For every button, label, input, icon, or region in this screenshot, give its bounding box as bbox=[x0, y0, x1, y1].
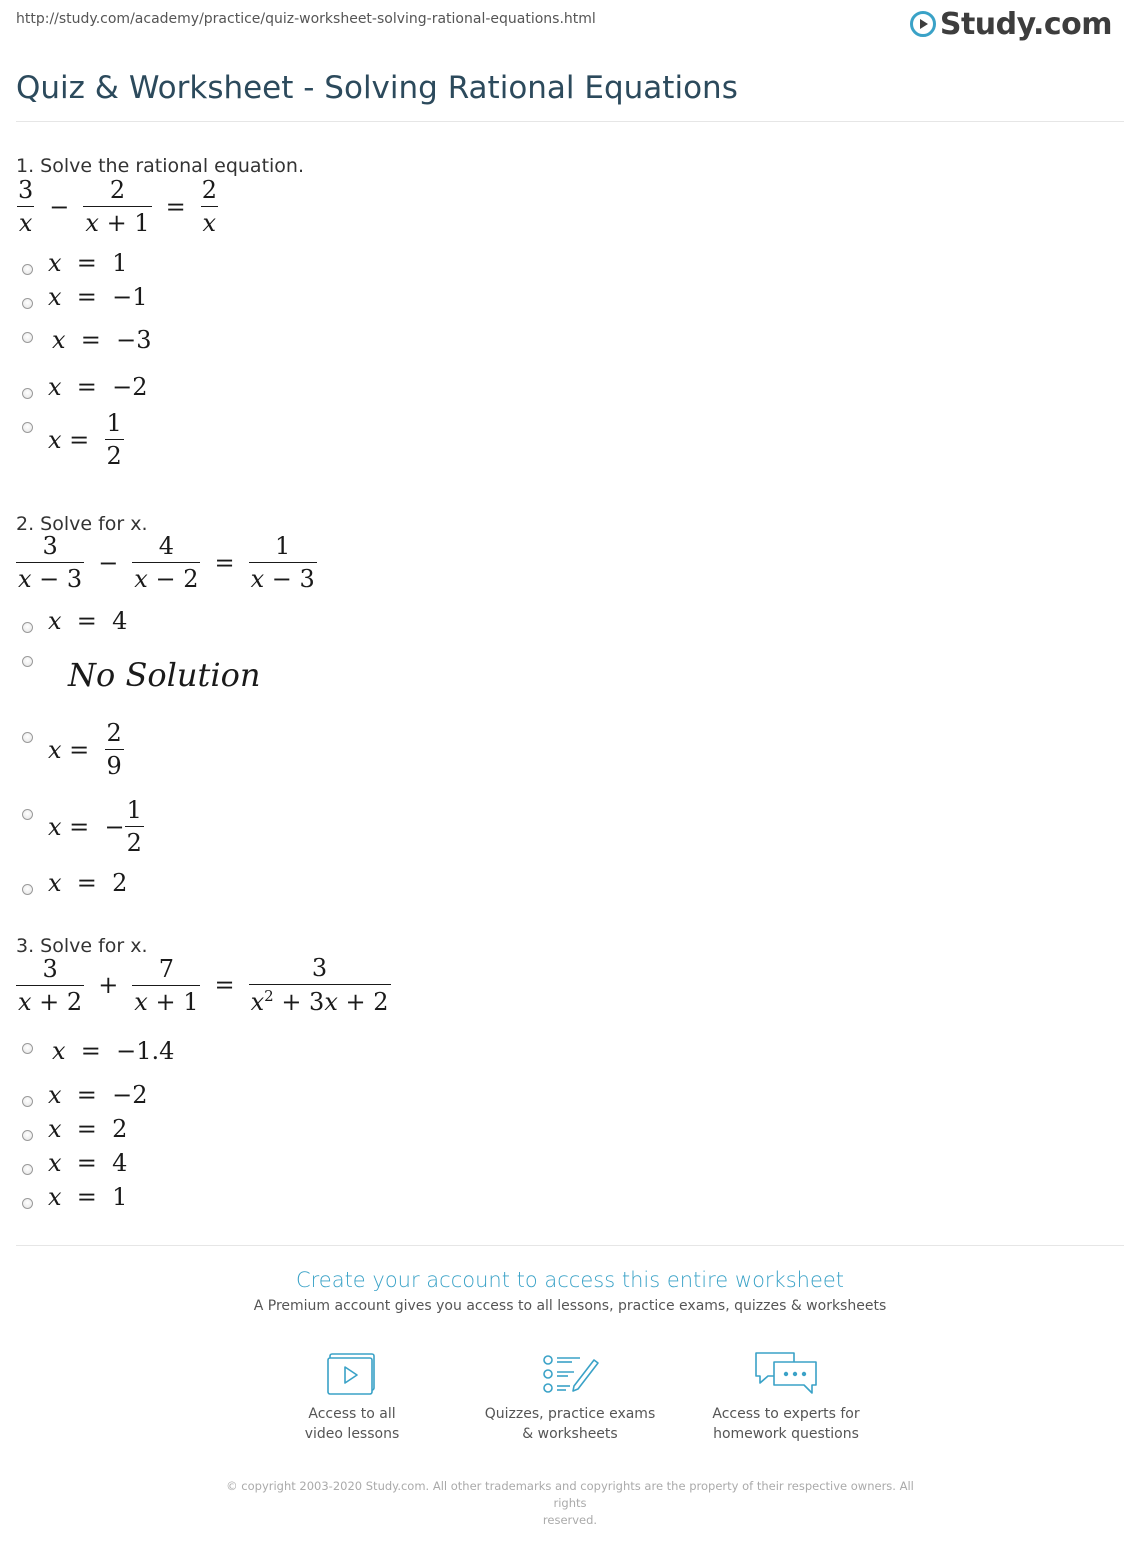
radio-button[interactable] bbox=[22, 1130, 33, 1141]
cta-title-link[interactable]: Create your account to access this entire worksheet bbox=[295, 1268, 845, 1292]
radio-button[interactable] bbox=[22, 422, 33, 433]
radio-button[interactable] bbox=[22, 656, 33, 667]
radio-button[interactable] bbox=[22, 884, 33, 895]
operator: − bbox=[98, 548, 119, 577]
option-label: x = 2 bbox=[48, 1115, 128, 1143]
feature-experts bbox=[686, 1350, 886, 1444]
page-url: http://study.com/academy/practice/quiz-worksheet-solving-rational-equations.html bbox=[16, 11, 596, 27]
question-2-title: 2. Solve for x. bbox=[16, 513, 148, 535]
radio-button[interactable] bbox=[22, 732, 33, 743]
radio-button[interactable] bbox=[22, 1164, 33, 1175]
fraction: $\frac{3}{x + 2}$ bbox=[18, 954, 83, 1016]
question-3-equation bbox=[16, 955, 391, 1016]
q2-option-2[interactable] bbox=[22, 656, 261, 694]
feature-quizzes bbox=[470, 1352, 670, 1444]
radio-button[interactable] bbox=[22, 298, 33, 309]
logo-text: Study.com bbox=[939, 6, 1112, 42]
fraction: $\frac{2}{x}$ bbox=[201, 176, 217, 238]
q1-option-1[interactable] bbox=[22, 249, 128, 277]
q3-option-3[interactable] bbox=[22, 1115, 128, 1143]
q2-option-5[interactable] bbox=[22, 869, 128, 897]
equals-sign: = bbox=[214, 548, 235, 577]
fraction: $\frac{7}{x + 1}$ bbox=[134, 954, 199, 1016]
play-circle-icon bbox=[910, 11, 936, 37]
radio-button[interactable] bbox=[22, 264, 33, 275]
option-label: x = $\frac{1}{2}$ bbox=[48, 409, 122, 471]
cta-subtitle: A Premium account gives you access to all lessons, practice exams, quizzes & worksheets bbox=[253, 1298, 887, 1314]
option-label: x = 2 bbox=[48, 869, 128, 897]
q2-option-1[interactable] bbox=[22, 607, 128, 635]
fraction: $\frac{3}{x^2 + 3x + 2}$ bbox=[250, 954, 389, 1017]
option-label: x = 4 bbox=[48, 1149, 128, 1177]
option-label: x = −2 bbox=[48, 373, 148, 401]
option-label: x = $\frac{2}{9}$ bbox=[48, 719, 122, 781]
q3-option-4[interactable] bbox=[22, 1149, 128, 1177]
option-label: x = −1 bbox=[48, 283, 148, 311]
q3-option-2[interactable] bbox=[22, 1081, 148, 1109]
study-logo[interactable] bbox=[910, 6, 1112, 42]
video-play-icon bbox=[326, 1352, 378, 1396]
option-label: x = − $\frac{1}{2}$ bbox=[48, 796, 142, 858]
copyright-footer: © copyright 2003-2020 Study.com. All other trademarks and copyrights are the property of their respective owners. All rights reserved. bbox=[226, 1479, 914, 1527]
operator: + bbox=[98, 971, 119, 1000]
option-label: x = 1 bbox=[48, 249, 128, 277]
title-divider bbox=[16, 121, 1124, 122]
equals-sign: = bbox=[214, 971, 235, 1000]
checklist-pencil-icon bbox=[540, 1352, 600, 1396]
fraction: $\frac{2}{x + 1}$ bbox=[85, 176, 150, 238]
q2-option-3[interactable] bbox=[22, 719, 122, 781]
option-label: x = −3 bbox=[52, 326, 152, 354]
fraction: $\frac{3}{x}$ bbox=[18, 176, 34, 238]
option-label: x = 4 bbox=[48, 607, 128, 635]
equals-sign: = bbox=[165, 192, 186, 221]
radio-button[interactable] bbox=[22, 809, 33, 820]
radio-button[interactable] bbox=[22, 332, 33, 343]
q3-option-1[interactable] bbox=[22, 1037, 175, 1065]
chat-bubbles-icon bbox=[754, 1350, 818, 1396]
page-title: Quiz & Worksheet - Solving Rational Equations bbox=[16, 70, 738, 106]
content-divider bbox=[16, 1245, 1124, 1246]
option-label: x = −1.4 bbox=[52, 1037, 175, 1065]
q3-option-5[interactable] bbox=[22, 1183, 128, 1211]
radio-button[interactable] bbox=[22, 1198, 33, 1209]
q1-option-4[interactable] bbox=[22, 373, 148, 401]
option-label: x = 1 bbox=[48, 1183, 128, 1211]
fraction: $\frac{3}{x - 3}$ bbox=[18, 532, 83, 594]
q2-option-4[interactable] bbox=[22, 796, 142, 858]
question-1-equation bbox=[16, 177, 219, 237]
fraction: $\frac{1}{x - 3}$ bbox=[250, 532, 315, 594]
radio-button[interactable] bbox=[22, 622, 33, 633]
option-label: x = −2 bbox=[48, 1081, 148, 1109]
radio-button[interactable] bbox=[22, 1096, 33, 1107]
feature-video-lessons bbox=[252, 1352, 452, 1444]
q1-option-3[interactable] bbox=[22, 326, 152, 354]
q1-option-5[interactable] bbox=[22, 409, 122, 471]
radio-button[interactable] bbox=[22, 388, 33, 399]
feature-label: Quizzes, practice exams & worksheets bbox=[484, 1406, 656, 1442]
operator: − bbox=[49, 192, 70, 221]
feature-label: Access to experts for homework questions bbox=[712, 1406, 860, 1442]
feature-label: Access to all video lessons bbox=[304, 1406, 400, 1442]
question-1-title: 1. Solve the rational equation. bbox=[16, 155, 305, 177]
question-3-title: 3. Solve for x. bbox=[16, 935, 148, 957]
fraction: $\frac{4}{x - 2}$ bbox=[134, 532, 199, 594]
option-label: No Solution bbox=[68, 656, 261, 694]
q1-option-2[interactable] bbox=[22, 283, 148, 311]
question-2-equation bbox=[16, 533, 317, 593]
radio-button[interactable] bbox=[22, 1043, 33, 1054]
